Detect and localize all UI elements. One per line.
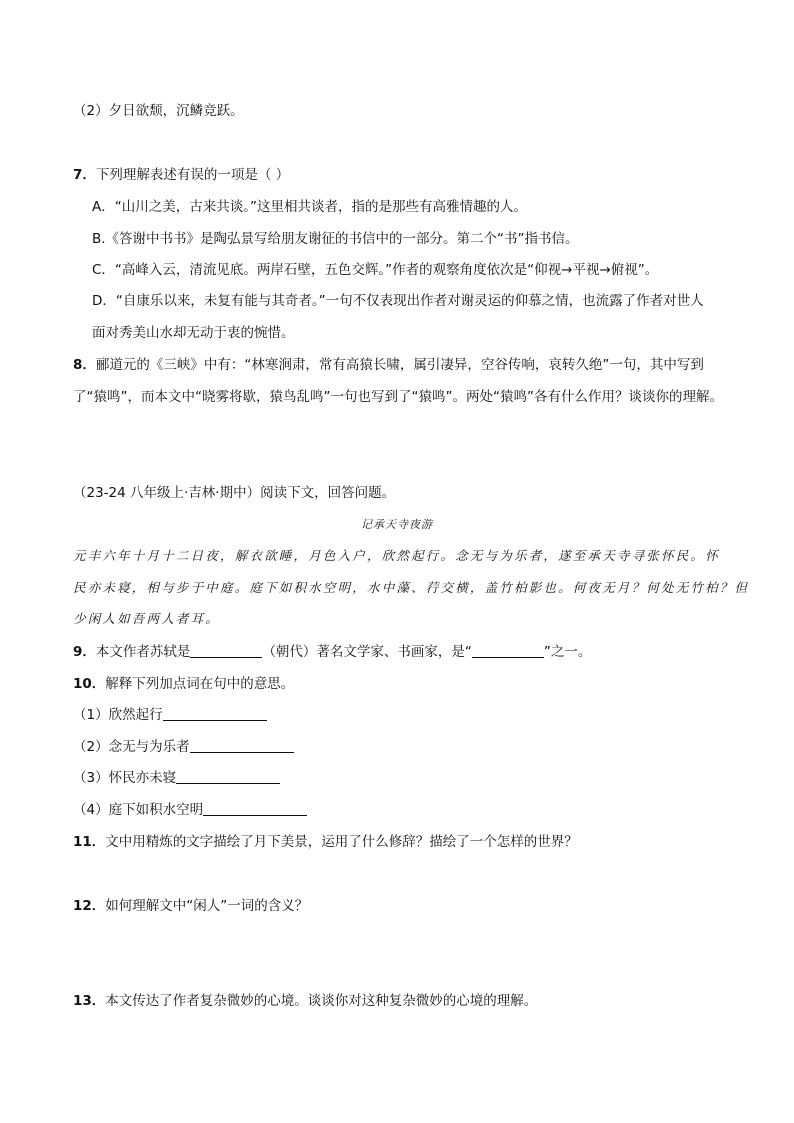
question-stem: 下列理解表述有误的一项是（ ） xyxy=(95,167,290,183)
q7-option-a: A．“山川之美，古来共谈。”这里相共谈者，指的是那些有高雅情趣的人。 xyxy=(92,199,527,215)
answer-blank[interactable] xyxy=(472,643,544,658)
passage-title: 记承天寺夜游 xyxy=(361,518,433,531)
question-text: （朝代）著名文学家、书画家，是“ xyxy=(262,644,472,660)
q7-option-b: B.《答谢中书书》是陶弘景写给朋友谢征的书信中的一部分。第二个“书”指书信。 xyxy=(92,231,579,247)
q7-option-d-cont: 面对秀美山水却无动于衷的惋惜。 xyxy=(92,325,295,341)
question-text: 如何理解文中“闲人”一词的含义？ xyxy=(105,898,309,914)
question-12 xyxy=(73,897,308,915)
question-number: 9． xyxy=(73,644,96,660)
question-number: 10． xyxy=(73,676,106,692)
question-7 xyxy=(73,166,289,184)
question-11 xyxy=(73,833,578,851)
q10-item: （3）怀民亦未寝 xyxy=(73,769,280,787)
answer-blank[interactable] xyxy=(176,769,280,784)
question-9 xyxy=(73,643,591,661)
question-text: 本文作者苏轼是 xyxy=(95,644,191,660)
question-13 xyxy=(73,992,537,1010)
question-10 xyxy=(73,675,294,693)
question-text: 文中用精炼的文字描绘了月下美景，运用了什么修辞？描绘了一个怎样的世界？ xyxy=(105,834,578,850)
q10-item: （2）念无与为乐者 xyxy=(73,738,294,756)
question-8-cont: 了“猿鸣”，而本文中“晓雾将歇，猿鸟乱鸣”一句也写到了“猿鸣”。两处“猿鸣”各有什么作用？谈谈你的理解。 xyxy=(73,389,723,405)
passage-line: 元丰六年十月十二日夜，解衣欲睡，月色入户，欣然起行。念无与为乐者，遂至承天寺寻张怀民。怀 xyxy=(73,548,720,563)
question-text: 郦道元的《三峡》中有：“林寒涧肃，常有高猿长啸，属引凄异，空谷传响，哀转久绝”一句，其中写到 xyxy=(95,357,704,373)
question-8 xyxy=(73,356,704,374)
passage-line: 少闲人如吾两人者耳。 xyxy=(73,611,221,626)
answer-blank[interactable] xyxy=(190,738,294,753)
q6-item-2: （2）夕日欲颓，沉鳞竞跃。 xyxy=(73,103,244,119)
question-number: 7． xyxy=(73,167,96,183)
question-number: 12． xyxy=(73,898,106,914)
question-number: 13． xyxy=(73,993,106,1009)
answer-blank[interactable] xyxy=(163,706,267,721)
answer-blank[interactable] xyxy=(203,801,307,816)
answer-blank[interactable] xyxy=(190,643,262,658)
q10-item: （1）欣然起行 xyxy=(73,706,267,724)
q10-item: （4）庭下如积水空明 xyxy=(73,801,307,819)
question-text: ”之一。 xyxy=(543,644,592,660)
passage-line: 民亦未寝，相与步于中庭。庭下如积水空明，水中藻、荇交横，盖竹柏影也。何夜无月？何处无竹柏？但 xyxy=(73,580,750,595)
question-number: 8． xyxy=(73,357,96,373)
q7-option-c: C．“高峰入云，清流见底。两岸石壁，五色交辉。”作者的观察角度依次是“仰视→平视→俯视”。 xyxy=(92,262,659,278)
question-stem: 解释下列加点词在句中的意思。 xyxy=(105,676,295,692)
section-heading: （23-24 八年级上·吉林·期中）阅读下文，回答问题。 xyxy=(73,485,396,501)
question-text: 本文传达了作者复杂微妙的心境。谈谈你对这种复杂微妙的心境的理解。 xyxy=(105,993,538,1009)
question-number: 11． xyxy=(73,834,106,850)
q7-option-d: D．“自康乐以来，未复有能与其奇者。”一句不仅表现出作者对谢灵运的仰慕之情，也流露了作者对世人 xyxy=(92,293,704,309)
